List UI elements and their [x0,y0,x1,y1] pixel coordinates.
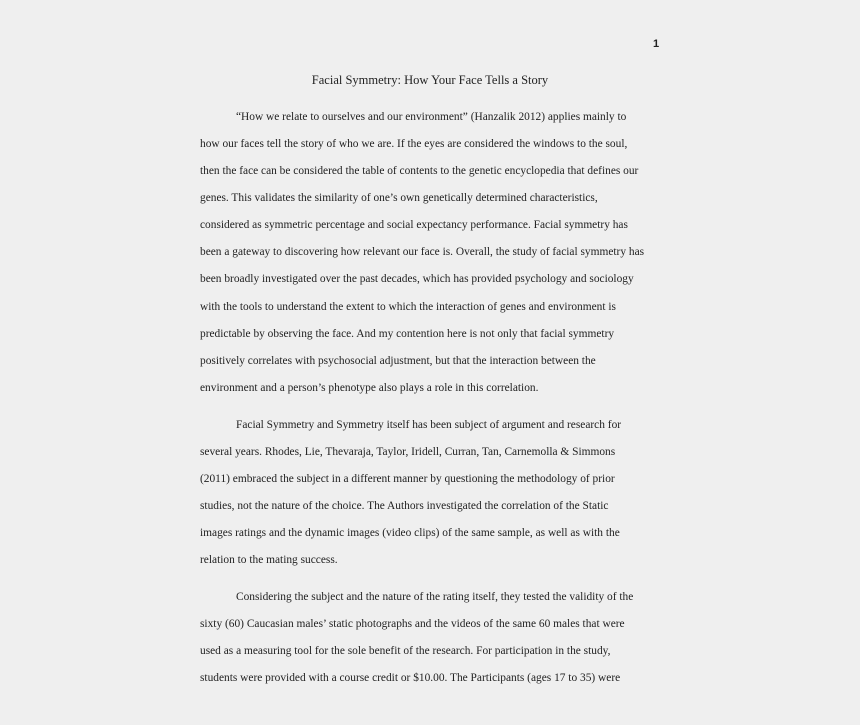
document-title: Facial Symmetry: How Your Face Tells a Story [311,73,549,87]
paragraph-2-line-6: relation to the mating success. [200,554,338,566]
paragraph-1-line-9: predictable by observing the face. And my contention here is not only that facial symmetry [200,328,615,340]
paragraph-3-line-3: used as a measuring tool for the sole benefit of the research. For participation in the study, [200,645,611,657]
paragraph-1-line-2: how our faces tell the story of who we are. If the eyes are considered the windows to the soul, [200,138,628,150]
paragraph-2-line-2: several years. Rhodes, Lie, Thevaraja, Taylor, Iridell, Curran, Tan, Carnemolla & Simmons [200,446,616,458]
paragraph-1-line-8: with the tools to understand the extent to which the interaction of genes and environment is [200,301,616,313]
paragraph-3-line-1: Considering the subject and the nature of the rating itself, they tested the validity of the [236,591,634,603]
paragraph-1-line-11: environment and a person’s phenotype also plays a role in this correlation. [200,382,539,394]
paragraph-2-line-1: Facial Symmetry and Symmetry itself has been subject of argument and research for [236,419,622,431]
paragraph-1-line-4: genes. This validates the similarity of one’s own genetically determined characteristics, [200,192,598,204]
paragraph-1-line-1: “How we relate to ourselves and our environment” (Hanzalik 2012) applies mainly to [236,111,627,123]
paragraph-1-line-7: been broadly investigated over the past decades, which has provided psychology and sociology [200,273,634,285]
paragraph-3-line-4: students were provided with a course credit or $10.00. The Participants (ages 17 to 35) were [200,672,621,684]
paragraph-1-line-3: then the face can be considered the table of contents to the genetic encyclopedia that defines our [200,165,639,177]
paragraph-1-line-10: positively correlates with psychosocial adjustment, but that the interaction between the [200,355,596,367]
paragraph-1-line-5: considered as symmetric percentage and social expectancy performance. Facial symmetry has [200,219,628,231]
paragraph-2-line-3: (2011) embraced the subject in a different manner by questioning the methodology of prior [200,473,615,485]
page-number: 1 [653,38,660,50]
paragraph-1-line-6: been a gateway to discovering how relevant our face is. Overall, the study of facial symmetry has [200,246,645,258]
paragraph-2-line-5: images ratings and the dynamic images (video clips) of the same sample, as well as with the [200,527,620,539]
paragraph-3-line-2: sixty (60) Caucasian males’ static photographs and the videos of the same 60 males that were [200,618,625,630]
paragraph-2-line-4: studies, not the nature of the choice. The Authors investigated the correlation of the Static [200,500,609,512]
